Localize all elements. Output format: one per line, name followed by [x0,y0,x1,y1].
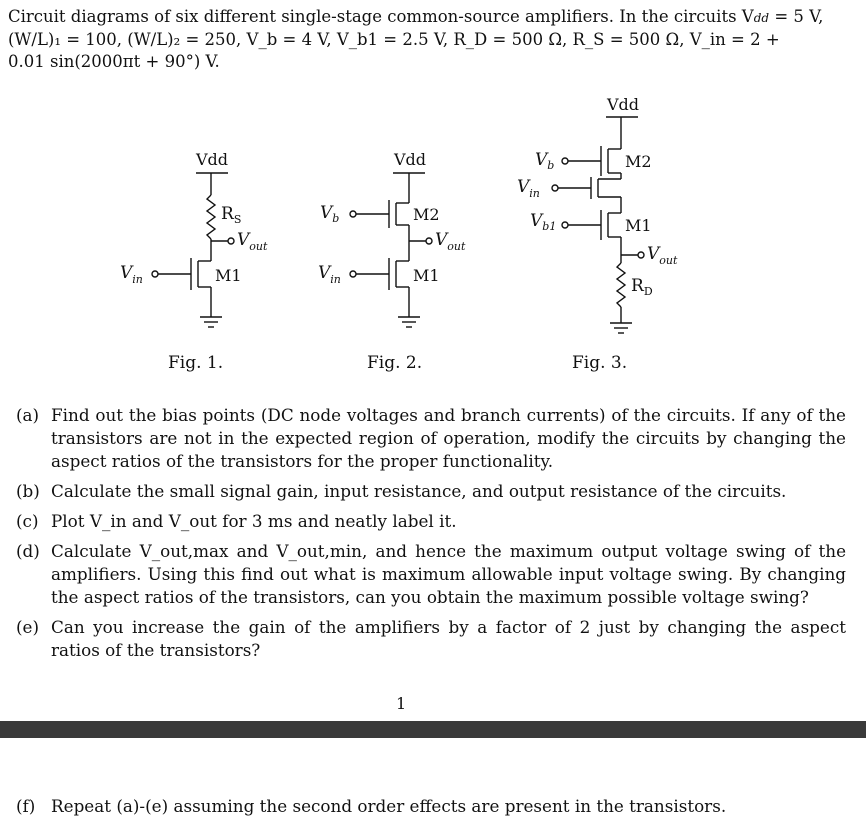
fig1-circuit [152,173,234,327]
fig3-m2-label: M2 [625,152,652,171]
fig1-rs-label: $R_S$ [221,204,242,226]
question-item: (b) Calculate the small signal gain, input resistance, and output resistance of the circuits. [16,481,787,501]
fig2-vout-label: $V_{out}$ [435,230,466,253]
fig3-vin-label: $V_{in}$ [517,177,540,200]
fig3-vb-label: $V_b$ [535,150,555,172]
question-list [16,404,846,669]
question-item: (e) Can you increase the gain of the amplifiers by a factor of 2 just by changing the aspect ratios of the transistors? [16,617,846,660]
fig1-vout-label: $V_{out}$ [237,230,268,253]
fig2-vdd-label: Vdd [394,150,427,169]
fig1-vin-label: $V_{in}$ [120,263,143,286]
page-number: 1 [396,694,407,713]
fig2-m1-label: M1 [413,266,440,285]
fig3-caption: Fig. 3. [572,353,628,373]
intro-line-1: Circuit diagrams of six different single-stage common-source amplifiers. In the circuits Vdd = 5 V, [8,7,824,26]
fig3-rd-label: $R_D$ [631,276,653,298]
fig3-vb1-label: $V_{b1}$ [530,211,557,233]
fig2-caption: Fig. 2. [367,353,423,373]
question-item: (a) Find out the bias points (DC node voltages and branch currents) of the circuits. If any of the transistors are not in the expected region of operation, modify the circuits by changing the aspect ratios of the transistors for the proper functionality. [16,405,846,471]
fig2-vb-label: $V_b$ [320,203,340,225]
page-break-bar [0,721,866,738]
fig3-vout-label: $V_{out}$ [647,244,678,267]
fig1-resistor-rs [207,195,215,239]
problem-statement [8,6,858,73]
fig3-vdd-label: Vdd [607,95,640,114]
fig3-m1-label: M1 [625,216,652,235]
fig1-caption: Fig. 1. [168,353,224,373]
fig2-circuit [350,173,432,327]
question-item: (d) Calculate V_out,max and V_out,min, and hence the maximum output voltage swing of the amplifiers. Using this find out what is maximum allowable input voltage swing. By changing the aspect ratios of the transistors, can you obtain the maximum possible voltage swing? [16,541,846,607]
fig3-resistor-rd [617,263,625,307]
question-item: (c) Plot V_in and V_out for 3 ms and neatly label it. [16,511,457,531]
question-item-f: (f) Repeat (a)-(e) assuming the second order effects are present in the transistors. [16,796,727,816]
circuit-diagrams [0,95,866,385]
fig2-m2-label: M2 [413,205,440,224]
fig2-vin-label: $V_{in}$ [318,263,341,286]
fig1-m1-label: M1 [215,266,242,285]
intro-line-2: (W/L)₁ = 100, (W/L)₂ = 250, V_b = 4 V, V_b1 = 2.5 V, R_D = 500 Ω, R_S = 500 Ω, V_in = 2 + [8,30,780,49]
fig1-vdd-label: Vdd [196,150,229,169]
intro-line-3: 0.01 sin(2000πt + 90°) V. [8,52,220,71]
